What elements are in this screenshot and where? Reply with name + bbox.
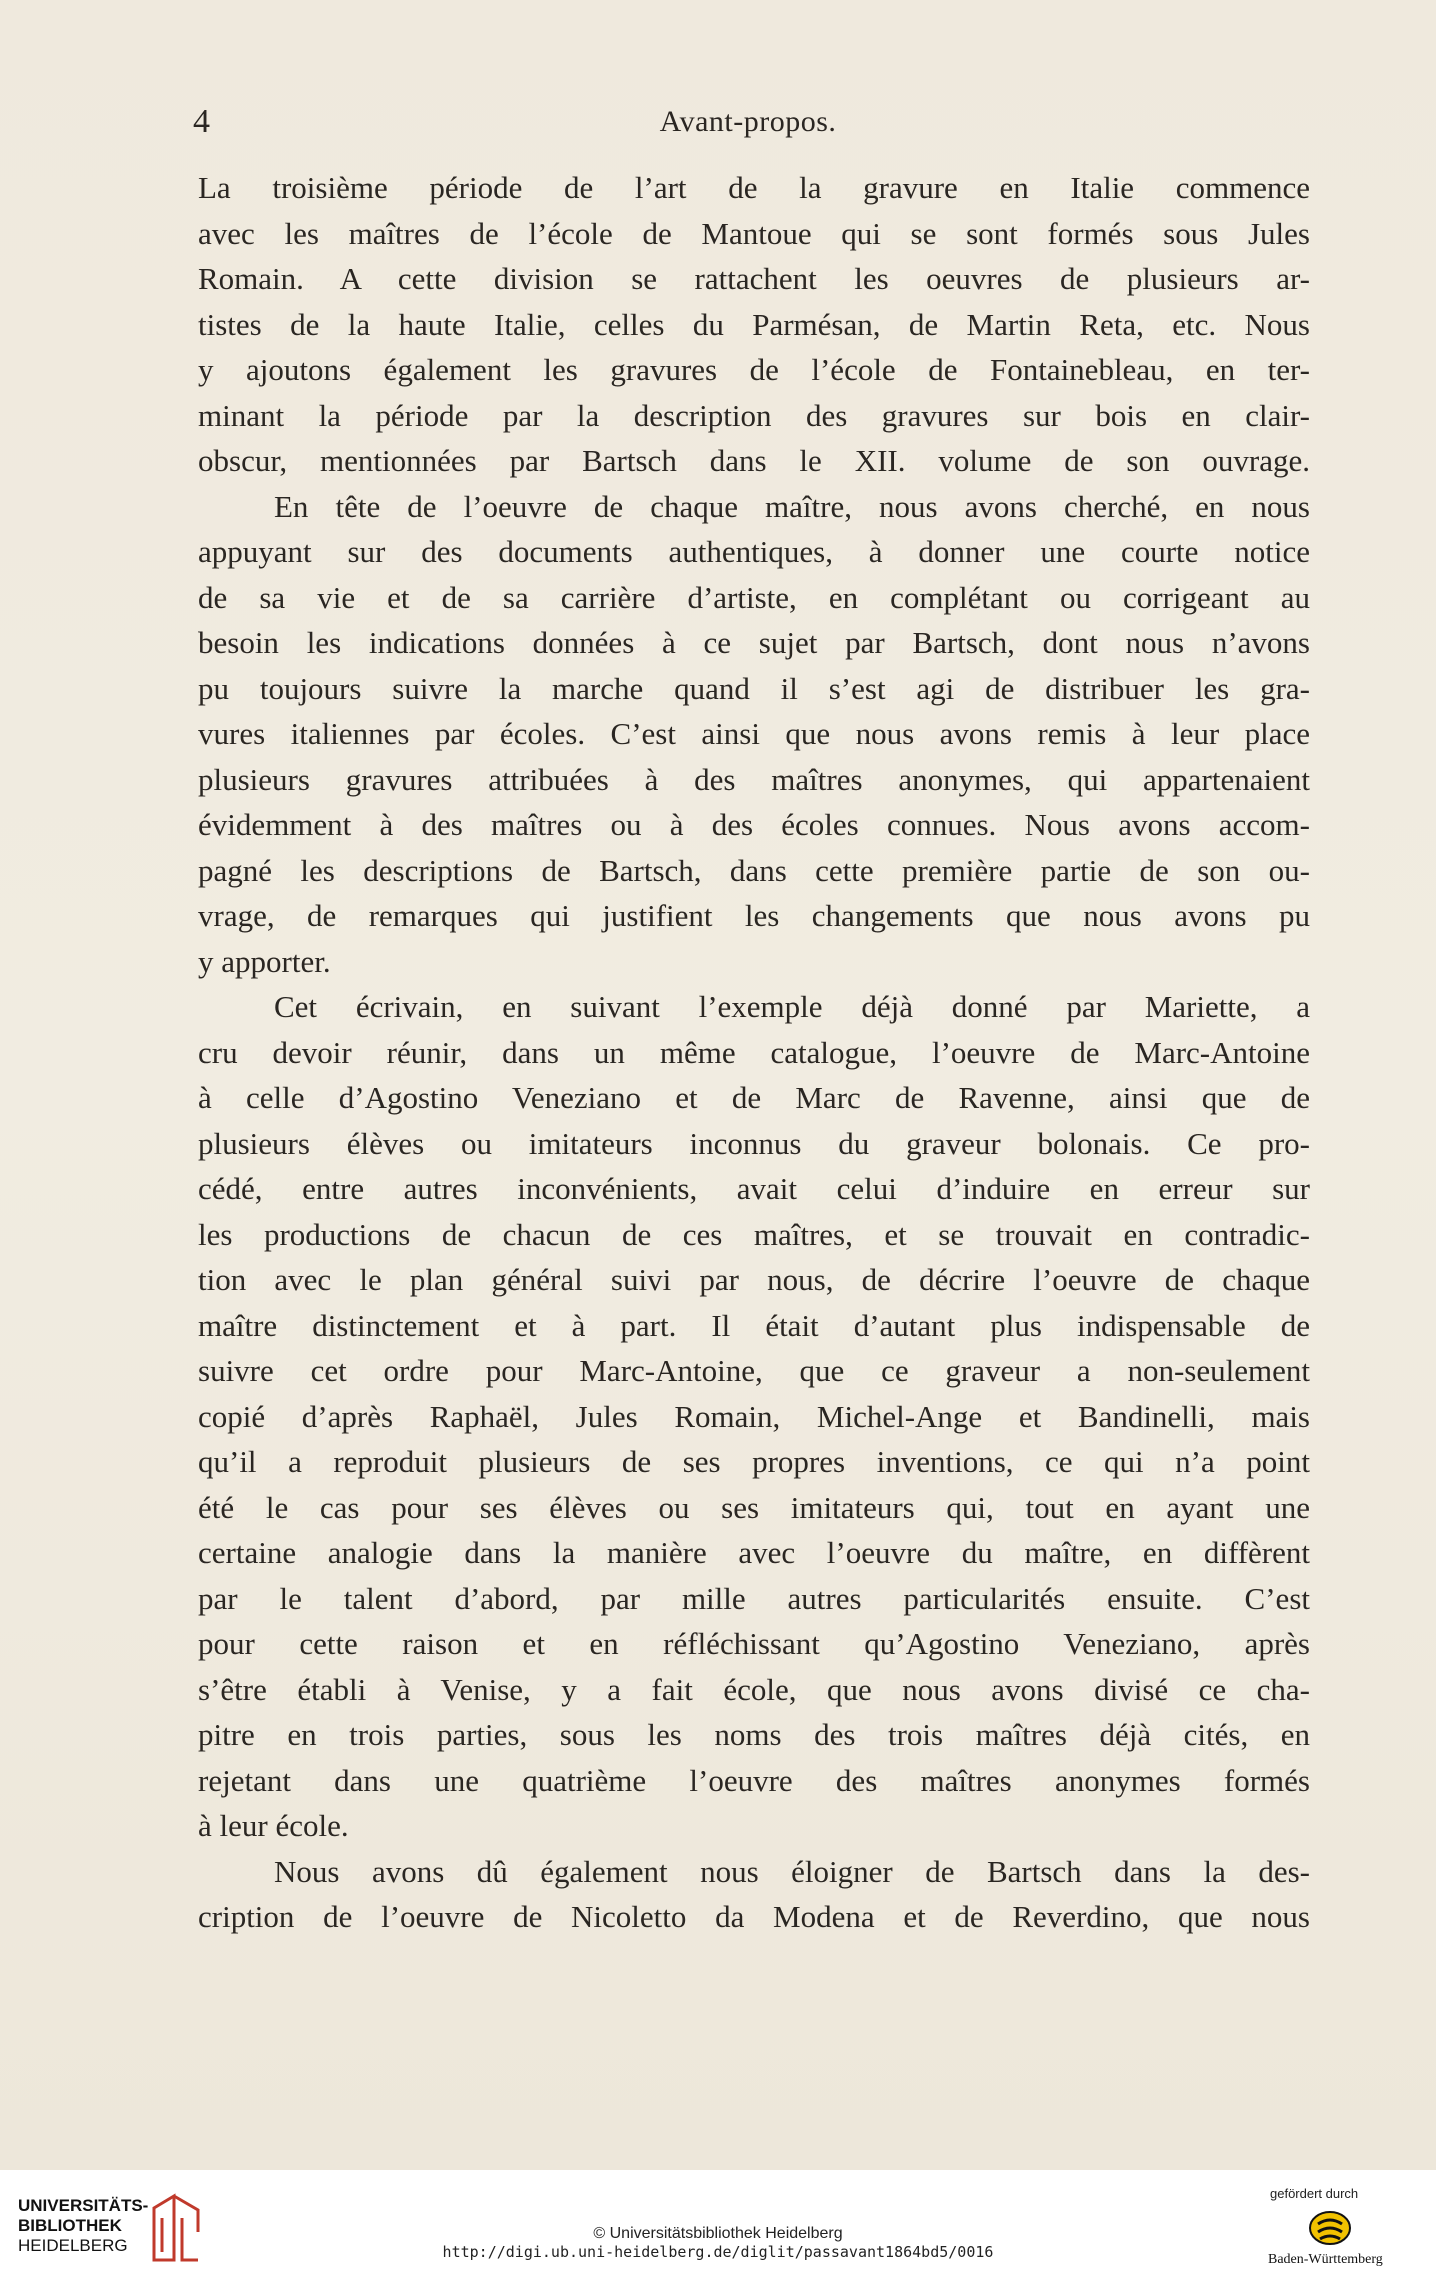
text-line: appuyant sur des documents authentiques, à donner une courte notice [198,534,1310,569]
text-line: plusieurs élèves ou imitateurs inconnus du graveur bolonais. Ce pro- [198,1125,1310,1161]
text-line: par le talent d’abord, par mille autres particularités ensuite. C’est [198,1580,1310,1616]
text-line: obscur, mentionnées par Bartsch dans le XII. volume de son ouvrage. [198,443,1310,478]
text-line: pagné les descriptions de Bartsch, dans cette première partie de son ou- [198,852,1310,888]
text-line: tistes de la haute Italie, celles du Parmésan, de Martin Reta, etc. Nous [198,306,1310,342]
text-line: à leur école. [198,1808,349,1843]
sponsor-name: Baden-Württemberg [1268,2252,1383,2267]
text-line: Nous avons dû également nous éloigner de Bartsch dans la des- [274,1853,1310,1889]
page-number: 4 [193,103,210,140]
text-line: minant la période par la description des gravures sur bois en clair- [198,397,1310,433]
text-line: pour cette raison et en réfléchissant qu’Agostino Veneziano, après [198,1626,1310,1661]
text-line: y apporter. [198,943,331,979]
text-line: rejetant dans une quatrième l’oeuvre des maîtres anonymes formés [198,1762,1310,1798]
baden-wuerttemberg-emblem-icon [1308,2206,1352,2250]
text-line: tion avec le plan général suivi par nous, de décrire l’oeuvre de chaque [198,1262,1310,1297]
library-name-line2: BIBLIOTHEK [18,2216,122,2235]
text-line: de sa vie et de sa carrière d’artiste, en complétant ou corrigeant au [198,579,1310,615]
text-line: plusieurs gravures attribuées à des maîtres anonymes, qui appartenaient [198,761,1310,797]
permalink-url[interactable]: http://digi.ub.uni-heidelberg.de/diglit/passavant1864bd5/0016 [442,2243,994,2261]
text-line: Cet écrivain, en suivant l’exemple déjà donné par Mariette, a [274,989,1310,1024]
sponsor-label: gefördert durch [1270,2186,1359,2201]
text-line: été le cas pour ses élèves ou ses imitateurs qui, tout en ayant une [198,1489,1310,1525]
text-line: En tête de l’oeuvre de chaque maître, nous avons cherché, en nous [274,488,1310,524]
text-line: besoin les indications données à ce sujet par Bartsch, dont nous n’avons [198,625,1310,660]
text-line: y ajoutons également les gravures de l’école de Fontainebleau, en ter- [198,352,1310,387]
text-line: Romain. A cette division se rattachent les oeuvres de plusieurs ar- [198,261,1310,296]
text-line: évidemment à des maîtres ou à des écoles connues. Nous avons accom- [198,807,1310,842]
copyright-notice: © Universitätsbibliothek Heidelberg [593,2225,843,2242]
library-name-line1: UNIVERSITÄTS- [18,2196,149,2215]
footer-bar [0,2170,1436,2280]
text-line: pu toujours suivre la marche quand il s’est agi de distribuer les gra- [198,670,1310,706]
body-text [198,165,1310,1940]
text-line: cédé, entre autres inconvénients, avait celui d’induire en erreur sur [198,1171,1310,1206]
text-line: maître distinctement et à part. Il était d’autant plus indispensable de [198,1307,1310,1343]
text-line: s’être établi à Venise, y a fait école, que nous avons divisé ce cha- [198,1671,1310,1707]
text-line: copié d’après Raphaël, Jules Romain, Michel-Ange et Bandinelli, mais [198,1398,1310,1434]
text-line: les productions de chacun de ces maîtres, et se trouvait en contradic- [198,1216,1310,1252]
text-line: certaine analogie dans la manière avec l’oeuvre du maître, en diffèrent [198,1535,1310,1570]
text-line: suivre cet ordre pour Marc-Antoine, que ce graveur a non-seulement [198,1353,1310,1388]
text-line: avec les maîtres de l’école de Mantoue qui se sont formés sous Jules [198,215,1310,251]
text-line: à celle d’Agostino Veneziano et de Marc de Ravenne, ainsi que de [198,1080,1310,1115]
text-line: pitre en trois parties, sous les noms des trois maîtres déjà cités, en [198,1717,1310,1752]
text-line: cru devoir réunir, dans un même catalogue, l’oeuvre de Marc-Antoine [198,1034,1310,1070]
text-line: vures italiennes par écoles. C’est ainsi que nous avons remis à leur place [198,716,1310,751]
text-line: La troisième période de l’art de la gravure en Italie commence [198,170,1310,205]
text-line: qu’il a reproduit plusieurs de ses propres inventions, ce qui n’a point [198,1444,1310,1479]
running-head [193,100,1303,144]
library-name-line3: HEIDELBERG [18,2236,128,2255]
text-line: vrage, de remarques qui justifient les changements que nous avons pu [198,898,1310,933]
text-line: cription de l’oeuvre de Nicoletto da Modena et de Reverdino, que nous [198,1899,1310,1934]
running-title: Avant-propos. [659,105,837,138]
